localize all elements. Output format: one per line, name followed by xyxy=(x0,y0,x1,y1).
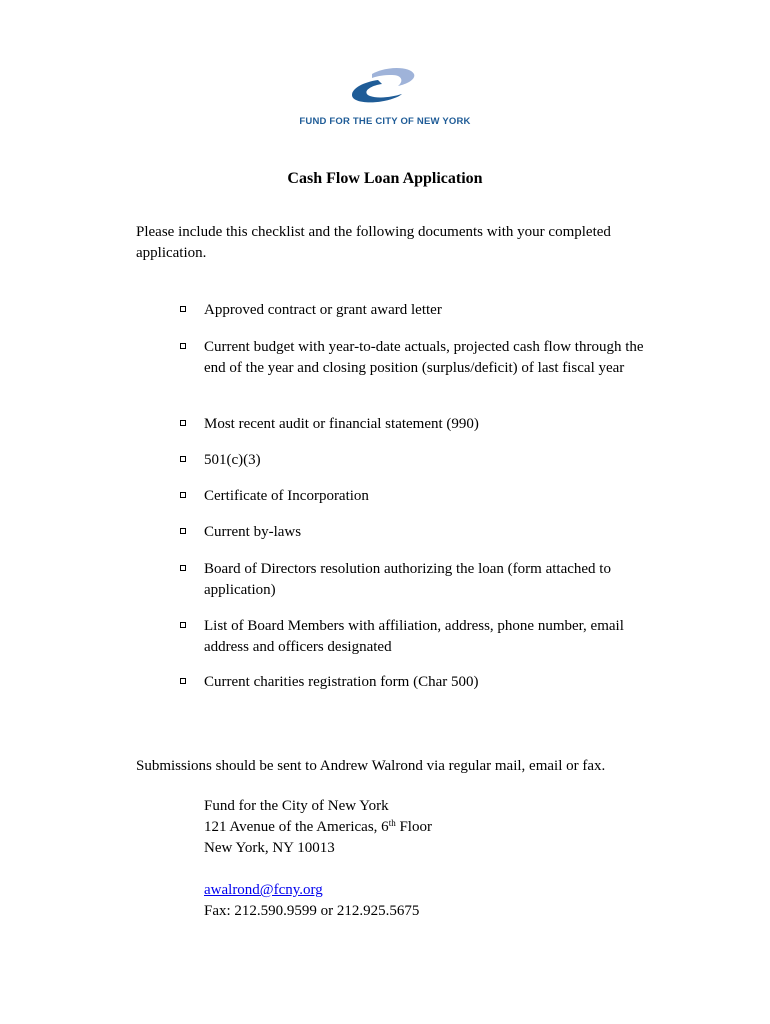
page-title: Cash Flow Loan Application xyxy=(287,170,483,187)
checklist-item xyxy=(180,522,650,543)
checklist-item xyxy=(180,672,650,693)
checklist-item-text: Approved contract or grant award letter xyxy=(204,302,442,318)
address-street-text: 121 Avenue of the Americas, 6 xyxy=(204,819,389,835)
checkbox[interactable] xyxy=(180,678,186,684)
checklist-item-text: Current budget with year-to-date actuals, projected cash flow through the end of the year and closing position (surplus/deficit) of last fiscal year xyxy=(204,339,644,376)
checklist-item-text: List of Board Members with affiliation, address, phone number, email address and officers designated xyxy=(204,618,624,655)
logo-text: FUND FOR THE CITY OF NEW YORK xyxy=(299,116,471,127)
checklist-item xyxy=(180,486,650,507)
address-floor-text: Floor xyxy=(395,819,432,835)
checklist-item-text: Current charities registration form (Char 500) xyxy=(204,674,479,690)
address-line-street xyxy=(204,817,604,838)
checklist-item xyxy=(180,559,650,600)
submissions-paragraph: Submissions should be sent to Andrew Walrond via regular mail, email or fax. xyxy=(136,758,606,774)
checklist-item-text: Board of Directors resolution authorizing the loan (form attached to application) xyxy=(204,561,611,598)
checklist-item xyxy=(180,450,650,471)
email-link[interactable]: awalrond@fcny.org xyxy=(204,882,323,898)
intro-paragraph: Please include this checklist and the following documents with your completed application. xyxy=(136,224,611,261)
checklist-item xyxy=(180,300,650,321)
checkbox[interactable] xyxy=(180,565,186,571)
fax-numbers: Fax: 212.590.9599 or 212.925.5675 xyxy=(204,903,420,919)
fund-logo xyxy=(280,66,490,130)
address-line-city: New York, NY 10013 xyxy=(204,840,335,856)
checkbox[interactable] xyxy=(180,343,186,349)
mailing-address xyxy=(204,796,604,859)
contact-info xyxy=(204,880,604,922)
checklist-item xyxy=(180,616,650,657)
checkbox[interactable] xyxy=(180,528,186,534)
checklist-item xyxy=(180,337,650,378)
address-line-org: Fund for the City of New York xyxy=(204,798,389,814)
checklist-item-text: Most recent audit or financial statement (990) xyxy=(204,416,479,432)
checkbox[interactable] xyxy=(180,306,186,312)
fund-swoosh-icon xyxy=(350,66,420,110)
checklist-item-text: Certificate of Incorporation xyxy=(204,488,369,504)
checklist-item-text: 501(c)(3) xyxy=(204,452,261,468)
checkbox[interactable] xyxy=(180,456,186,462)
checkbox[interactable] xyxy=(180,622,186,628)
ordinal-suffix: th xyxy=(388,818,396,828)
checkbox[interactable] xyxy=(180,420,186,426)
checklist-item-text: Current by-laws xyxy=(204,524,302,540)
checkbox[interactable] xyxy=(180,492,186,498)
checklist-item xyxy=(180,414,650,435)
